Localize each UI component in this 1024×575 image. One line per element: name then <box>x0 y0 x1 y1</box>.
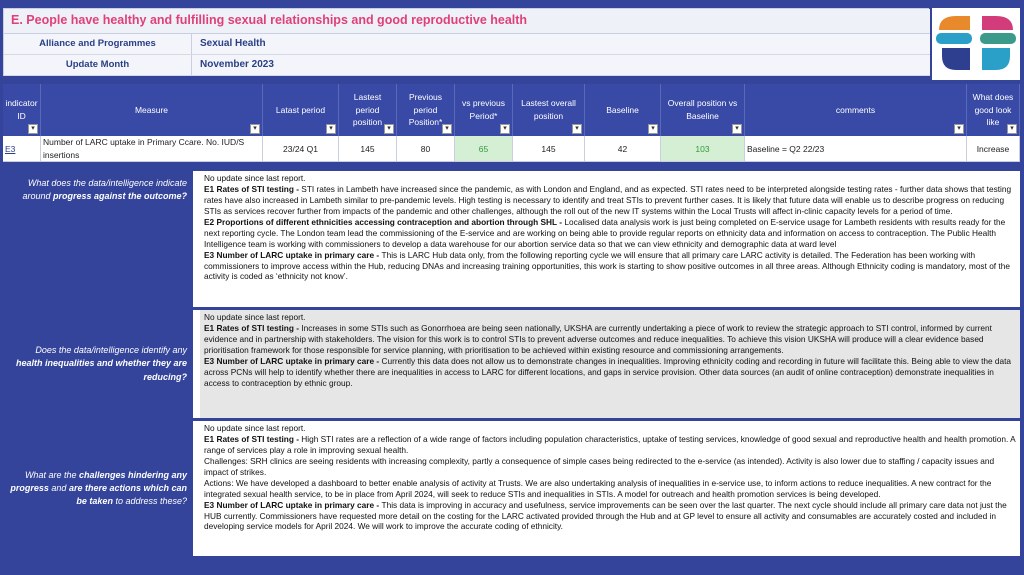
dropdown-icon[interactable]: ▾ <box>732 124 742 134</box>
alliance-label: Alliance and Programmes <box>4 34 192 54</box>
cell-indicator-id[interactable]: E3 <box>3 136 41 162</box>
report-header <box>3 8 929 76</box>
cell-baseline: 42 <box>585 136 661 162</box>
col-vs-previous: vs previous Period* ▾ <box>455 84 513 136</box>
header-row-update-month <box>4 55 930 76</box>
dropdown-icon[interactable]: ▾ <box>648 124 658 134</box>
answer-item: Challenges: SRH clinics are seeing residents with increasing complexity, partly a consequence of simple cases being redirected to the e-service (as intended). Activity is also lower due to staffing / capacity issues and impact of strikes. <box>204 455 995 477</box>
section-inequalities <box>3 310 1020 418</box>
page-title: E. People have healthy and fulfilling sexual relationships and good reproductive health <box>4 9 930 34</box>
question-inequalities: Does the data/intelligence identify any health inequalities and whether they are reducing? <box>3 310 193 418</box>
update-month-label: Update Month <box>4 55 192 75</box>
col-previous-position: Previous period Position* ▾ <box>397 84 455 136</box>
cell-comments: Baseline = Q2 22/23 <box>745 136 967 162</box>
answer-item: E1 Rates of STI testing - Increases in some STIs such as Gonorrhoea are being seen nationally, UKSHA are currently undertaking a piece of work to review the strategic approach to STI control, informed by current evidence and in partnership with stakeholders. The vision for this work is to control STIs to prevent adverse outcomes and reduce inequalities. To achieve this vision UKSHA will produce will a clear evidence based prioritisation framework for those responsible for service planning, with prioritisation to be achieved within existing resource and commissioning arrangements. <box>204 322 992 355</box>
no-update-text: No update since last report. <box>204 312 306 322</box>
col-good-look-like: What does good look like ▾ <box>967 84 1020 136</box>
answer-item: E1 Rates of STI testing - STI rates in Lambeth have increased since the pandemic, as with London and England, and as expected. STI rates need to be interpreted alongside testing rates - further data shows that testing rates have also increased in Lambeth similar to pre-pandemic levels. High testing is necessary to identify and treat STIs to prevent further cases. It is likely that future data will enable us to describe progress on reducing STIs as services recover further from impacts of the pandemic and other challenges, although the roll out of the new IT systems within the Local Trusts will affect in-clinic capacity levels for a period of time. <box>204 183 1012 216</box>
cell-overall-position: 145 <box>513 136 585 162</box>
dropdown-icon[interactable]: ▾ <box>954 124 964 134</box>
dropdown-icon[interactable]: ▾ <box>326 124 336 134</box>
dropdown-icon[interactable]: ▾ <box>442 124 452 134</box>
alliance-value: Sexual Health <box>200 38 266 49</box>
cell-measure: Number of LARC uptake in Primary Ccare. No. IUD/S insertions <box>41 136 263 162</box>
col-comments: comments ▾ <box>745 84 967 136</box>
filter-active-icon[interactable]: ▾ <box>28 124 38 134</box>
answer-progress <box>200 171 1020 307</box>
header-row-alliance <box>4 34 930 55</box>
col-baseline: Baseline ▾ <box>585 84 661 136</box>
answer-item: E1 Rates of STI testing - High STI rates are a reflection of a wide range of factors including population characteristics, uptake of testing services, knowledge of good sexual and reproductive health and health promotion. A range of services play a role in improving sexual health. <box>204 433 1016 455</box>
dropdown-icon[interactable]: ▾ <box>250 124 260 134</box>
section-progress <box>3 171 1020 307</box>
answer-inequalities <box>200 310 1020 418</box>
no-update-text: No update since last report. <box>204 173 306 183</box>
section-challenges <box>3 421 1020 556</box>
answer-item: E3 Number of LARC uptake in primary care - This is LARC Hub data only, from the following reporting cycle we will ensure that all primary care LARC activity is detailed. The Federation has been working with commissioners to improve access within the Hub, reducing DNAs and increasing training opportunities, this work is starting to show positive outcomes in all three areas. Although Ethnicity coding is mandatory, most of the activity is coded as ‘ethnicity not know’. <box>204 249 1010 282</box>
col-measure: Measure ▾ <box>41 84 263 136</box>
col-latest-position: Lastest period position ▾ <box>339 84 397 136</box>
col-overall-position: Lastest overall position ▾ <box>513 84 585 136</box>
answer-item: E3 Number of LARC uptake in primary care - This data is improving in accuracy and usefulness, service improvements can be seen over the last quarter. The next cycle should include all primary care data not just the HUB currently. Commissioners have requested more detail on the costing for the LARC activated provided through the Hub and at GP level to ensure all activity and consumables are accurately costed and included in developing service models for April 2024. We will work to improve the accurate coding of ethnicity. <box>204 499 1007 532</box>
question-progress: What does the data/intelligence indicate around progress against the outcome? <box>3 171 193 307</box>
col-indicator-id: indicator ID ▾ <box>3 84 41 136</box>
lambeth-logo <box>932 8 1020 80</box>
logo-icon <box>932 8 1020 80</box>
dropdown-icon[interactable]: ▾ <box>384 124 394 134</box>
update-month-value: November 2023 <box>200 59 274 70</box>
col-latest-period: Latast period ▾ <box>263 84 339 136</box>
question-challenges: What are the challenges hindering any progress and are there actions which can be taken to address these? <box>3 421 193 556</box>
answer-item: Actions: We have developed a dashboard to better enable analysis of activity at Trusts. We are also undertaking analysis of inequalities in e-service use, to inform actions to reduce inequalities. A new contract for the integrated sexual health service, to be in place from April 2024, will seek to reduce STIs and inequalities in STIs. A model for outreach and health promotion services is being developed. <box>204 477 992 499</box>
col-vs-baseline: Overall position vs Baseline ▾ <box>661 84 745 136</box>
cell-vs-baseline: 103 <box>661 136 745 162</box>
answer-item: E3 Number of LARC uptake in primary care - Currently this data does not allow us to demonstrate changes in inequalities. Improving ethnicity coding and recording in future will facilitate this. Being able to view the data across PCNs will help to identify whether there are inequalities in access to LARC for different locations, and gaps in service provision. Other data sources (an audit of online contraception) demonstrate inequalities in access to contraception by ethnic group. <box>204 355 1012 388</box>
indicator-table <box>3 84 1020 162</box>
answer-item: E2 Proportions of different ethnicities accessing contraception and abortion through SHL - Localised data analysis work is just being completed on E-service usage for Lambeth residents with results ready for the next reporting cycle. The London team lead the commissioning of the E-service and are working on being able to provide regular reports on ethnicity data and information on access to contraception. The Public Health Intelligence team is working with commissioners to develop a data warehouse for our abortion service data so that we can view ethnicity and demographic data at ward level <box>204 216 1006 249</box>
cell-latest-period: 23/24 Q1 <box>263 136 339 162</box>
no-update-text: No update since last report. <box>204 423 306 433</box>
answer-challenges <box>200 421 1020 556</box>
dropdown-icon[interactable]: ▾ <box>500 124 510 134</box>
cell-good-look-like: Increase <box>967 136 1020 162</box>
dropdown-icon[interactable]: ▾ <box>1007 124 1017 134</box>
cell-vs-previous: 65 <box>455 136 513 162</box>
cell-previous-position: 80 <box>397 136 455 162</box>
cell-latest-position: 145 <box>339 136 397 162</box>
dropdown-icon[interactable]: ▾ <box>572 124 582 134</box>
